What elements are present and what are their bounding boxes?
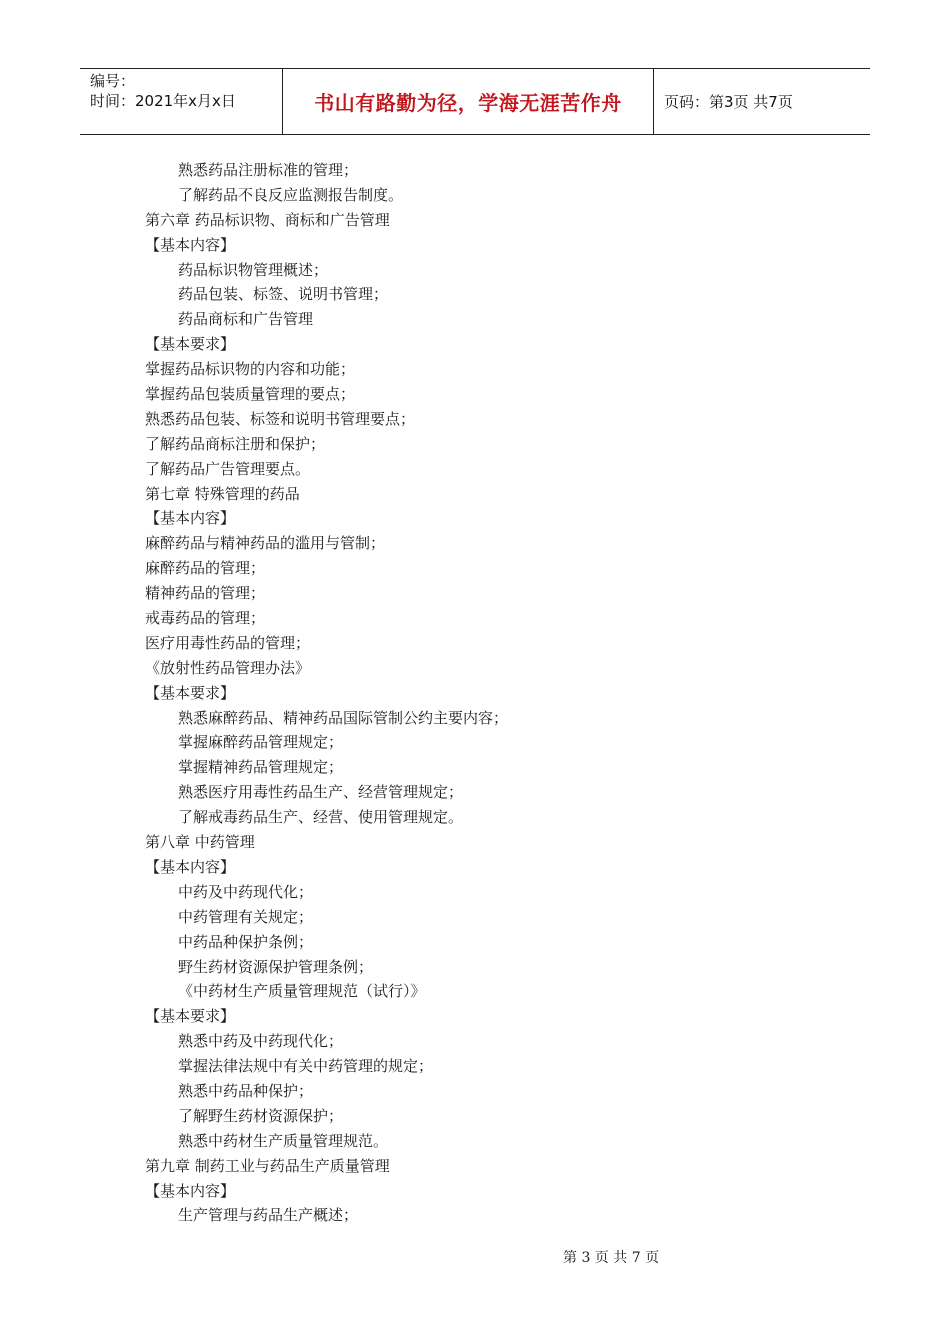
body-line: 【基本内容】 [145,235,236,254]
header-meta [80,69,282,134]
body-line: 生产管理与药品生产概述； [178,1206,359,1225]
body-line: 熟悉中药品种保护； [178,1081,314,1100]
body-line: 熟悉麻醉药品、精神药品国际管制公约主要内容； [178,708,509,727]
body-line: 第八章 中药管理 [145,833,255,852]
body-line: 【基本要求】 [145,1007,236,1026]
document-number-label: 编号： [90,72,136,90]
body-line: 熟悉医疗用毒性药品生产、经营管理规定； [178,783,464,802]
body-line: 药品商标和广告管理 [178,310,314,329]
body-line: 【基本内容】 [145,509,236,528]
body-line: 熟悉中药材生产质量管理规范。 [178,1131,389,1150]
document-time-label: 时间：2021年x月x日 [90,92,236,110]
body-line: 麻醉药品的管理； [145,559,266,578]
body-line: 熟悉中药及中药现代化； [178,1032,344,1051]
body-line: 【基本要求】 [145,335,236,354]
body-line: 《放射性药品管理办法》 [145,658,311,677]
document-body [145,158,845,1228]
body-line: 了解野生药材资源保护； [178,1106,344,1125]
body-line: 中药品种保护条例； [178,932,314,951]
body-line: 《中药材生产质量管理规范（试行）》 [178,982,426,1001]
body-line: 精神药品的管理； [145,584,266,603]
body-line: 【基本内容】 [145,857,236,876]
body-line: 中药管理有关规定； [178,907,314,926]
body-line: 第九章 制药工业与药品生产质量管理 [145,1156,390,1175]
body-line: 掌握法律法规中有关中药管理的规定； [178,1057,434,1076]
page-footer: 第 3 页 共 7 页 [563,1250,660,1266]
body-line: 【基本要求】 [145,683,236,702]
header-motto: 书山有路勤为径，学海无涯苦作舟 [282,69,654,134]
body-line: 中药及中药现代化； [178,882,314,901]
body-line: 第七章 特殊管理的药品 [145,484,300,503]
page-header [80,68,870,135]
body-line: 熟悉药品包装、标签和说明书管理要点； [145,409,416,428]
header-page-label: 页码：第3页 共7页 [664,93,793,111]
body-line: 掌握药品包装质量管理的要点； [145,385,356,404]
body-line: 了解戒毒药品生产、经营、使用管理规定。 [178,808,464,827]
body-line: 了解药品商标注册和保护； [145,434,326,453]
body-line: 戒毒药品的管理； [145,609,266,628]
body-line: 掌握精神药品管理规定； [178,758,344,777]
body-line: 野生药材资源保护管理条例； [178,957,374,976]
body-line: 掌握药品标识物的内容和功能； [145,360,356,379]
body-line: 熟悉药品注册标准的管理； [178,161,359,179]
body-line: 麻醉药品与精神药品的滥用与管制； [145,534,386,553]
body-line: 医疗用毒性药品的管理； [145,633,311,652]
body-line: 药品包装、标签、说明书管理； [178,285,389,304]
body-line: 【基本内容】 [145,1181,236,1200]
body-line: 药品标识物管理概述； [178,260,329,279]
body-line: 掌握麻醉药品管理规定； [178,733,344,752]
body-line: 第六章 药品标识物、商标和广告管理 [145,210,390,229]
body-line: 了解药品广告管理要点。 [145,459,311,478]
body-line: 了解药品不良反应监测报告制度。 [178,185,404,204]
